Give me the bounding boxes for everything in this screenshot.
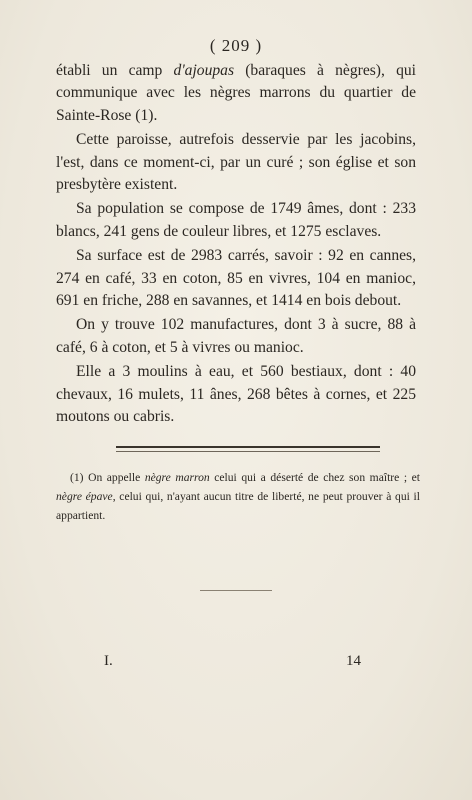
- footnote-divider: [116, 446, 380, 448]
- footnote-term-1: nègre marron: [144, 471, 210, 484]
- footnote-middle: celui qui a déserté de chez son maître ; et: [209, 471, 420, 484]
- paragraph-1-italic: d'ajoupas: [173, 62, 235, 79]
- paragraph-3: Sa population se compose de 1749 âmes, dont : 233 blancs, 241 gens de couleur libres, et 1275 esclaves.: [56, 200, 416, 240]
- footnote-end: , celui qui, n'ayant aucun titre de liberté, ne peut prouver à qui il appartient.: [56, 490, 421, 522]
- footnote-divider-thin: [116, 451, 380, 452]
- volume-mark: I.: [104, 653, 113, 669]
- main-text: [56, 60, 416, 431]
- paragraph-4: Sa surface est de 2983 carrés, savoir : 92 en cannes, 274 en café, 33 en coton, 85 en vivres, 104 en manioc, 691 en friche, 288 en savannes, et 1414 en bois debout.: [56, 247, 416, 310]
- footnote: [56, 468, 420, 525]
- signature-mark: 14: [346, 653, 361, 669]
- footnote-start: (1) On appelle: [70, 471, 145, 484]
- page-number: ( 209 ): [209, 36, 263, 55]
- paragraph-1-end: (baraques à nègres), qui communique avec les nègres marrons du quartier de Sainte-Rose (1).: [56, 62, 416, 124]
- footnote-text: [56, 468, 420, 525]
- paragraph-1-start: établi un camp: [56, 62, 174, 79]
- paragraph-6: Elle a 3 moulins à eau, et 560 bestiaux, dont : 40 chevaux, 16 mulets, 11 ânes, 268 bêtes à cornes, et 225 moutons ou cabris.: [56, 363, 416, 426]
- paragraph-1: [56, 60, 416, 127]
- footnote-term-2: nègre épave: [56, 490, 113, 503]
- paragraph-5: On y trouve 102 manufactures, dont 3 à sucre, 88 à café, 6 à coton, et 5 à vivres ou manioc.: [56, 316, 416, 356]
- paragraph-2: Cette paroisse, autrefois desservie par les jacobins, l'est, dans ce moment-ci, par un curé ; son église et son presbytère existent.: [56, 131, 416, 194]
- bleed-through-rule: [200, 590, 272, 591]
